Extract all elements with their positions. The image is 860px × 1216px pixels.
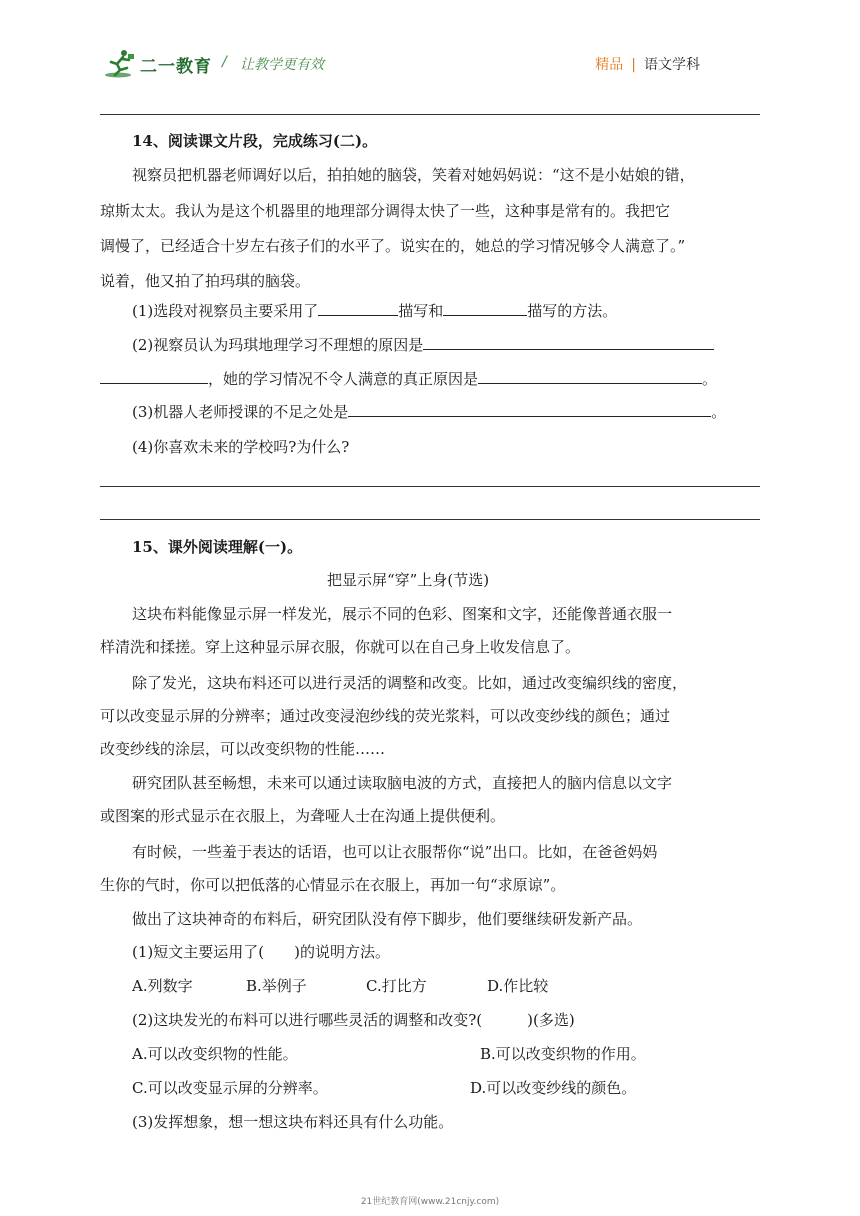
q15-passage-line: 样清洗和揉搓。穿上这种显示屏衣服，你就可以在自己身上收发信息了。	[100, 638, 581, 656]
q14-sub2-text: 。	[702, 370, 718, 388]
q14-sub3-text: (3)机器人老师授课的不足之处是	[132, 403, 349, 421]
header-separator: |	[631, 57, 636, 73]
q15-sub3: (3)发挥想象，想一想这块布料还具有什么功能。	[132, 1113, 454, 1131]
q15-passage-line: 可以改变显示屏的分辨率；通过改变浸泡纱线的荧光浆料，可以改变纱线的颜色；通过	[100, 707, 671, 725]
answer-line[interactable]	[100, 486, 760, 487]
q15-passage-line: 除了发光，这块布料还可以进行灵活的调整和改变。比如，通过改变编织线的密度，	[132, 674, 688, 692]
answer-blank[interactable]	[443, 300, 527, 316]
q15-sub1: (1)短文主要运用了( )的说明方法。	[132, 943, 390, 961]
q15-passage-line: 或图案的形式显示在衣服上，为聋哑人士在沟通上提供便利。	[100, 807, 506, 825]
q14-passage-line: 说着，他又拍了拍玛琪的脑袋。	[100, 272, 311, 290]
q14-sub1-text: 描写和	[398, 302, 444, 320]
q14-sub1-text: (1)选段对视察员主要采用了	[132, 302, 319, 320]
option-c[interactable]: C.可以改变显示屏的分辨率。	[132, 1079, 328, 1097]
answer-blank[interactable]	[318, 300, 398, 316]
q14-sub1	[132, 300, 617, 321]
option-c[interactable]: C.打比方	[366, 977, 427, 995]
answer-blank[interactable]	[478, 368, 702, 384]
runner-logo-icon	[104, 48, 136, 80]
q14-passage-line: 琼斯太太。我认为是这个机器里的地理部分调得太快了一些，这种事是常有的。我把它	[100, 202, 671, 220]
quality-label: 精品	[595, 57, 624, 73]
q15-passage-line: 生你的气时，你可以把低落的心情显示在衣服上，再加一句“求原谅”。	[100, 876, 566, 894]
brand-name: 二一教育	[140, 57, 212, 77]
q14-sub2	[132, 334, 714, 355]
header-tag	[595, 54, 700, 74]
q14-passage-line: 视察员把机器老师调好以后，拍拍她的脑袋，笑着对她妈妈说：“这不是小姑娘的错，	[132, 166, 695, 184]
option-b[interactable]: B.可以改变织物的作用。	[480, 1045, 646, 1063]
q15-title: 15、课外阅读理解(一)。	[132, 538, 303, 556]
q15-sub2: (2)这块发光的布料可以进行哪些灵活的调整和改变?( )(多选)	[132, 1011, 575, 1029]
q14-sub1-text: 描写的方法。	[527, 302, 618, 320]
q14-sub2-cont	[100, 368, 717, 389]
q14-sub3-text: 。	[711, 403, 727, 421]
q14-sub4: (4)你喜欢未来的学校吗?为什么?	[132, 438, 350, 456]
article-title: 把显示屏“穿”上身(节选)	[327, 571, 490, 589]
page-footer: 21世纪教育网(www.21cnjy.com)	[360, 1197, 500, 1207]
header-rule	[100, 114, 760, 115]
q15-passage-line: 改变纱线的涂层，可以改变织物的性能……	[100, 740, 386, 758]
q15-passage-line: 研究团队甚至畅想，未来可以通过读取脑电波的方式，直接把人的脑内信息以文字	[132, 774, 673, 792]
q15-passage-line: 有时候，一些羞于表达的话语，也可以让衣服帮你“说”出口。比如，在爸爸妈妈	[132, 843, 658, 861]
q14-sub2-text: (2)视察员认为玛琪地理学习不理想的原因是	[132, 336, 424, 354]
q14-passage-line: 调慢了，已经适合十岁左右孩子们的水平了。说实在的，她总的学习情况够令人满意了。”	[100, 237, 686, 255]
page-header	[100, 44, 760, 84]
subject-label: 语文学科	[644, 57, 700, 73]
option-a[interactable]: A.可以改变织物的性能。	[132, 1045, 298, 1063]
option-d[interactable]: D.作比较	[487, 977, 549, 995]
q14-title: 14、阅读课文片段，完成练习(二)。	[132, 132, 378, 150]
answer-blank[interactable]	[423, 334, 714, 350]
q14-sub3	[132, 401, 726, 422]
answer-blank[interactable]	[348, 401, 711, 417]
header-slash: /	[222, 54, 227, 70]
q15-passage-line: 这块布料能像显示屏一样发光，展示不同的色彩、图案和文字，还能像普通衣服一	[132, 605, 673, 623]
answer-line[interactable]	[100, 519, 760, 520]
q15-passage-line: 做出了这块神奇的布料后，研究团队没有停下脚步，他们要继续研发新产品。	[132, 910, 643, 928]
answer-blank[interactable]	[100, 368, 208, 384]
q14-sub2-text: ，她的学习情况不令人满意的真正原因是	[208, 370, 479, 388]
option-d[interactable]: D.可以改变纱线的颜色。	[470, 1079, 637, 1097]
option-a[interactable]: A.列数字	[132, 977, 193, 995]
option-b[interactable]: B.举例子	[246, 977, 307, 995]
brand-slogan: 让教学更有效	[240, 57, 324, 73]
